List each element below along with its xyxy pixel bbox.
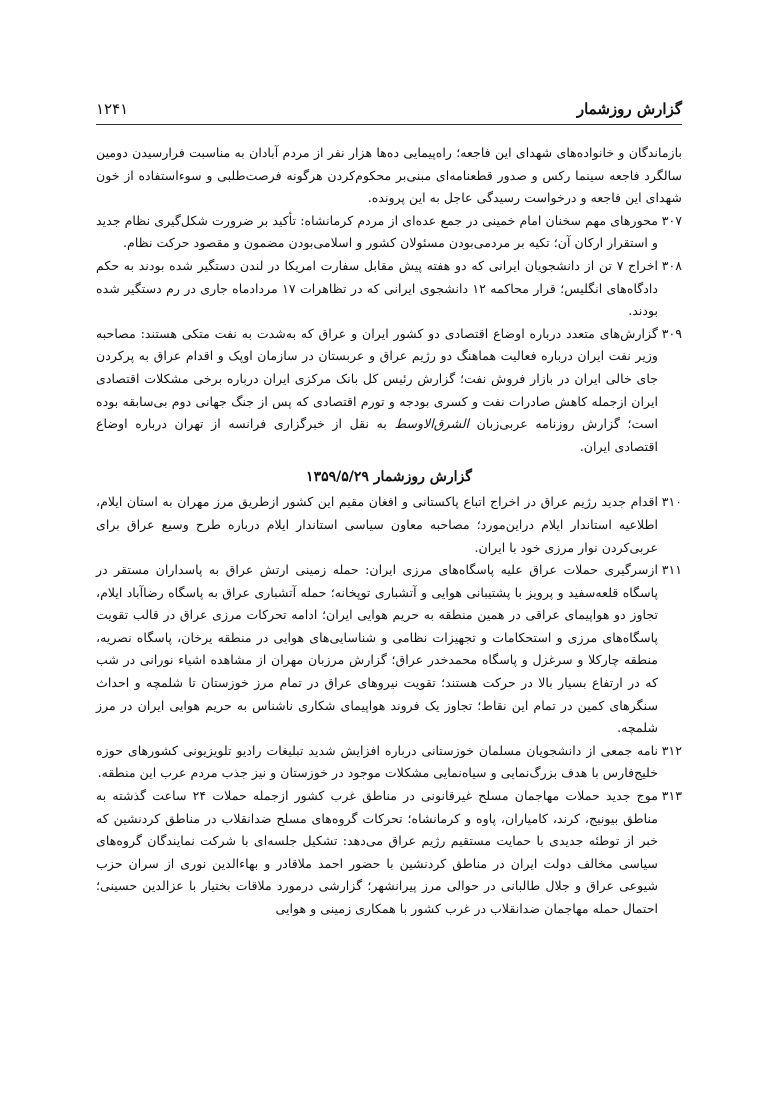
entry-310 — [96, 491, 682, 559]
entry-text-part-1: گزارش‌های متعدد درباره اوضاع اقتصادی دو کشور ایران و عراق که به‌شدت به نفت متکی هستند: مصاحبه وزیر نفت ایران درباره فعالیت هماهنگ دو رژیم عراق و عربستان در سازمان اوپک و اقدام عراق به پرکردن جای خالی ایران در بازار فروش نفت؛ گزارش رئیس کل بانک مرکزی ایران درباره برخی مشکلات اقتصادی ایران ازجمله کاهش صادرات نفت و کسری بودجه و تورم اقتصادی که پس از جنگ جهانی دوم بی‌سابقه بوده است؛ گزارش روزنامه عربی‌زبان — [96, 325, 658, 432]
continued-paragraph: بازماندگان و خانواده‌های شهدای این فاجعه؛ راه‌پیمایی ده‌ها هزار نفر از مردم آبادان به مناسبت فرارسیدن دومین سالگرد فاجعه سینما رکس و صدور قطعنامه‌ای مبنی‌بر محکوم‌کردن هرگونه فرصت‌طلبی و سوءاستفاده از خون شهدای این فاجعه و درخواست رسیدگی عاجل به این پرونده. — [96, 145, 682, 206]
entry-number: ۳۱۱ — [661, 562, 682, 578]
entry-text: نامه جمعی از دانشجویان مسلمان خوزستانی درباره افزایش شدید تبلیغات رادیو تلویزیونی کشورهای حوزه خلیج‌فارس با هدف بزرگ‌نمایی و سیاه‌نمایی مشکلات موجود در خوزستان و نیز جذب مردم عرب این منطقه. — [96, 742, 658, 781]
entry-text: محورهای مهم سخنان امام خمینی در جمع عده‌ای از مردم کرمانشاه: تأکید بر ضرورت شکل‌گیری نظام جدید و استقرار ارکان آن؛ تکیه بر مردمی‌بودن مسئولان کشور و اسلامی‌بودن مضمون و مقصود حرکت نظام. — [96, 212, 658, 251]
entry-number: ۳۰۸ — [661, 257, 682, 273]
entry-text-part-2: به نقل از خبرگزاری فرانسه از تهران درباره اوضاع اقتصادی ایران. — [96, 416, 658, 454]
entry-text: اقدام جدید رژیم عراق در اخراج اتباع پاکستانی و افغان مقیم این کشور ازطریق مرز مهران به استان ایلام، اطلاعیه استاندار ایلام دراین‌مورد؛ مصاحبه معاون سیاسی استاندار ایلام درباره طرح وسیع عراق برای عربی‌کردن نوار مرزی خود با ایران. — [96, 494, 658, 555]
page-body — [96, 142, 682, 921]
entry-text: ازسرگیری حملات عراق علیه پاسگاه‌های مرزی ایران: حمله زمینی ارتش عراق به پاسداران مستقر در پاسگاه قلعه‌سفید و پرویز با پشتیبانی هوایی و آتشباری توپخانه؛ حمله آتشباری عراق به پاسگاه رضاآباد ایلام، تجاوز دو هواپیمای عراقی در همین منطقه به حریم هوایی ایران؛ ادامه تحرکات مرزی عراق در قالب تقویت پاسگاه‌های مرزی و استحکامات و تجهیزات نظامی و شناسایی‌های هوایی در منطقه یرخان، پاسگاه نصریه، منطقه چارکلا و سرغزل و پاسگاه محمدخدر عراق؛ گزارش مرزبان مهران از مشاهده اشیاء نورانی در شب که در ارتفاع بسیار بالا در حرکت هستند؛ تقویت نیروهای عراق در تمام مرز خوزستان تا شلمچه و احداث سنگرهای کمین در تمام این نقاط؛ تجاوز یک فروند هواپیمای شکاری ناشناس به حریم هوایی ایران در مرز شلمچه. — [96, 562, 658, 736]
entry-307 — [96, 210, 682, 255]
entry-312 — [96, 740, 682, 785]
entry-text: موج جدید حملات مهاجمان مسلح غیرقانونی در مناطق غرب کشور ازجمله حملات ۲۴ ساعت گذشته به مناطق بیونیج، کرند، کامیاران، پاوه و کرمانشاه؛ تحرکات گروه‌های مسلح ضدانقلاب در مناطق کردنشین که خبر از توطئه جدیدی با حمایت مستقیم رژیم عراق می‌دهد: تشکیل جلسه‌ای با شرکت نمایندگان گروه‌های سیاسی مخالف دولت ایران در مناطق کردنشین با حضور احمد ملاقادر و بهاءالدین نوری از سران حزب شیوعی عراق و جلال طالبانی در حوالی مرز پیرانشهر؛ گزارشی درمورد ملاقات بختیار با عزالدین حسینی؛ احتمال حمله مهاجمان ضدانقلاب در غرب کشور با همکاری زمینی و هوایی — [96, 788, 659, 916]
section-heading: گزارش روزشمار ۱۳۵۹/۵/۲۹ — [306, 469, 472, 486]
page-header — [96, 92, 682, 118]
entry-number: ۳۱۰ — [661, 494, 682, 510]
entry-number: ۳۰۷ — [661, 212, 682, 228]
entry-number: ۳۰۹ — [661, 325, 682, 341]
entry-313 — [96, 785, 682, 921]
page-number: ۱۲۴۱ — [96, 100, 129, 118]
entry-number: ۳۱۲ — [661, 742, 682, 758]
entry-text: اخراج ۷ تن از دانشجویان ایرانی که دو هفته پیش مقابل سفارت امریکا در لندن دستگیر شده بودند به حکم دادگاه‌های انگلیس؛ قرار محاکمه ۱۲ دانشجوی ایرانی که در تظاهرات ۱۷ مردادماه جاری در رم دستگیر شده بودند. — [96, 257, 659, 319]
entry-311 — [96, 559, 682, 740]
running-title: گزارش روزشمار — [576, 100, 682, 118]
entry-308 — [96, 255, 682, 323]
entry-number: ۳۱۳ — [661, 788, 682, 804]
entry-309 — [96, 323, 682, 459]
newspaper-name: الشرق‌الاوسط — [394, 416, 470, 432]
header-rule — [96, 124, 682, 125]
